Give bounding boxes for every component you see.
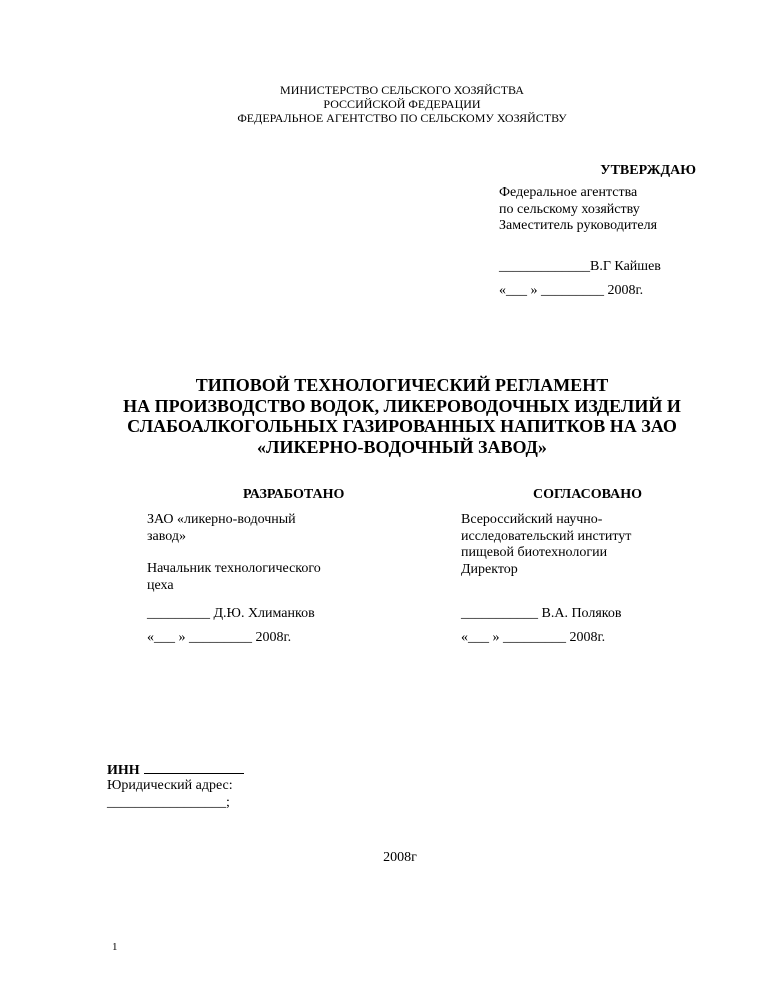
agreed-org bbox=[461, 512, 631, 578]
approve-position: Заместитель руководителя bbox=[499, 218, 658, 233]
inn-field bbox=[107, 761, 244, 779]
title-line-4: «ЛИКЕРНО-ВОДОЧНЫЙ ЗАВОД» bbox=[257, 436, 547, 457]
legal-address-label: Юридический адрес: bbox=[107, 778, 233, 793]
agreed-signature: ___________ В.А. Поляков bbox=[461, 606, 622, 621]
legal-address-blank: _________________; bbox=[107, 794, 230, 810]
ministry-line-2: РОССИЙСКОЙ ФЕДЕРАЦИИ bbox=[323, 97, 481, 111]
page-number: 1 bbox=[112, 941, 118, 953]
agreed-date: «___ » _________ 2008г. bbox=[461, 630, 606, 645]
developed-heading: РАЗРАБОТАНО bbox=[243, 487, 345, 502]
title-line-1: ТИПОВОЙ ТЕХНОЛОГИЧЕСКИЙ РЕГЛАМЕНТ bbox=[195, 375, 609, 395]
developed-date: «___ » _________ 2008г. bbox=[147, 630, 292, 645]
approve-org-line-2: по сельскому хозяйству bbox=[499, 201, 640, 217]
inn-blank-line bbox=[144, 761, 244, 774]
agreed-position: Директор bbox=[461, 561, 518, 577]
developed-org-line-1: ЗАО «ликерно-водочный bbox=[147, 512, 296, 527]
inn-label: ИНН bbox=[107, 763, 140, 778]
approve-heading: УТВЕРЖДАЮ bbox=[600, 163, 696, 178]
ministry-line-3: ФЕДЕРАЛЬНОЕ АГЕНТСТВО ПО СЕЛЬСКОМУ ХОЗЯЙСТВУ bbox=[237, 111, 567, 125]
document-year: 2008г bbox=[383, 850, 417, 865]
ministry-header bbox=[0, 83, 768, 125]
agreed-org-line-2: исследовательский институт bbox=[461, 528, 632, 544]
approve-org-line-1: Федеральное агентства bbox=[499, 185, 638, 200]
developed-org-line-2: завод» bbox=[147, 528, 186, 544]
developed-position bbox=[147, 561, 321, 594]
title-line-2: НА ПРОИЗВОДСТВО ВОДОК, ЛИКЕРОВОДОЧНЫХ ИЗДЕЛИЙ И bbox=[123, 395, 681, 416]
approve-block bbox=[499, 185, 657, 235]
legal-address bbox=[107, 778, 233, 811]
agreed-org-line-3: пищевой биотехнологии bbox=[461, 545, 608, 560]
approve-date: «___ » _________ 2008г. bbox=[499, 283, 644, 298]
approve-signature: _____________В.Г Кайшев bbox=[499, 259, 661, 274]
agreed-org-line-1: Всероссийский научно- bbox=[461, 512, 603, 527]
title-line-3: СЛАБОАЛКОГОЛЬНЫХ ГАЗИРОВАННЫХ НАПИТКОВ НА ЗАО bbox=[127, 416, 677, 436]
ministry-line-1: МИНИСТЕРСТВО СЕЛЬСКОГО ХОЗЯЙСТВА bbox=[280, 83, 524, 97]
developed-position-line-2: цеха bbox=[147, 577, 174, 593]
agreed-heading: СОГЛАСОВАНО bbox=[533, 487, 642, 502]
document-title bbox=[0, 375, 768, 457]
developed-position-line-1: Начальник технологического bbox=[147, 561, 321, 576]
developed-signature: _________ Д.Ю. Хлиманков bbox=[147, 606, 315, 621]
developed-org bbox=[147, 512, 296, 545]
